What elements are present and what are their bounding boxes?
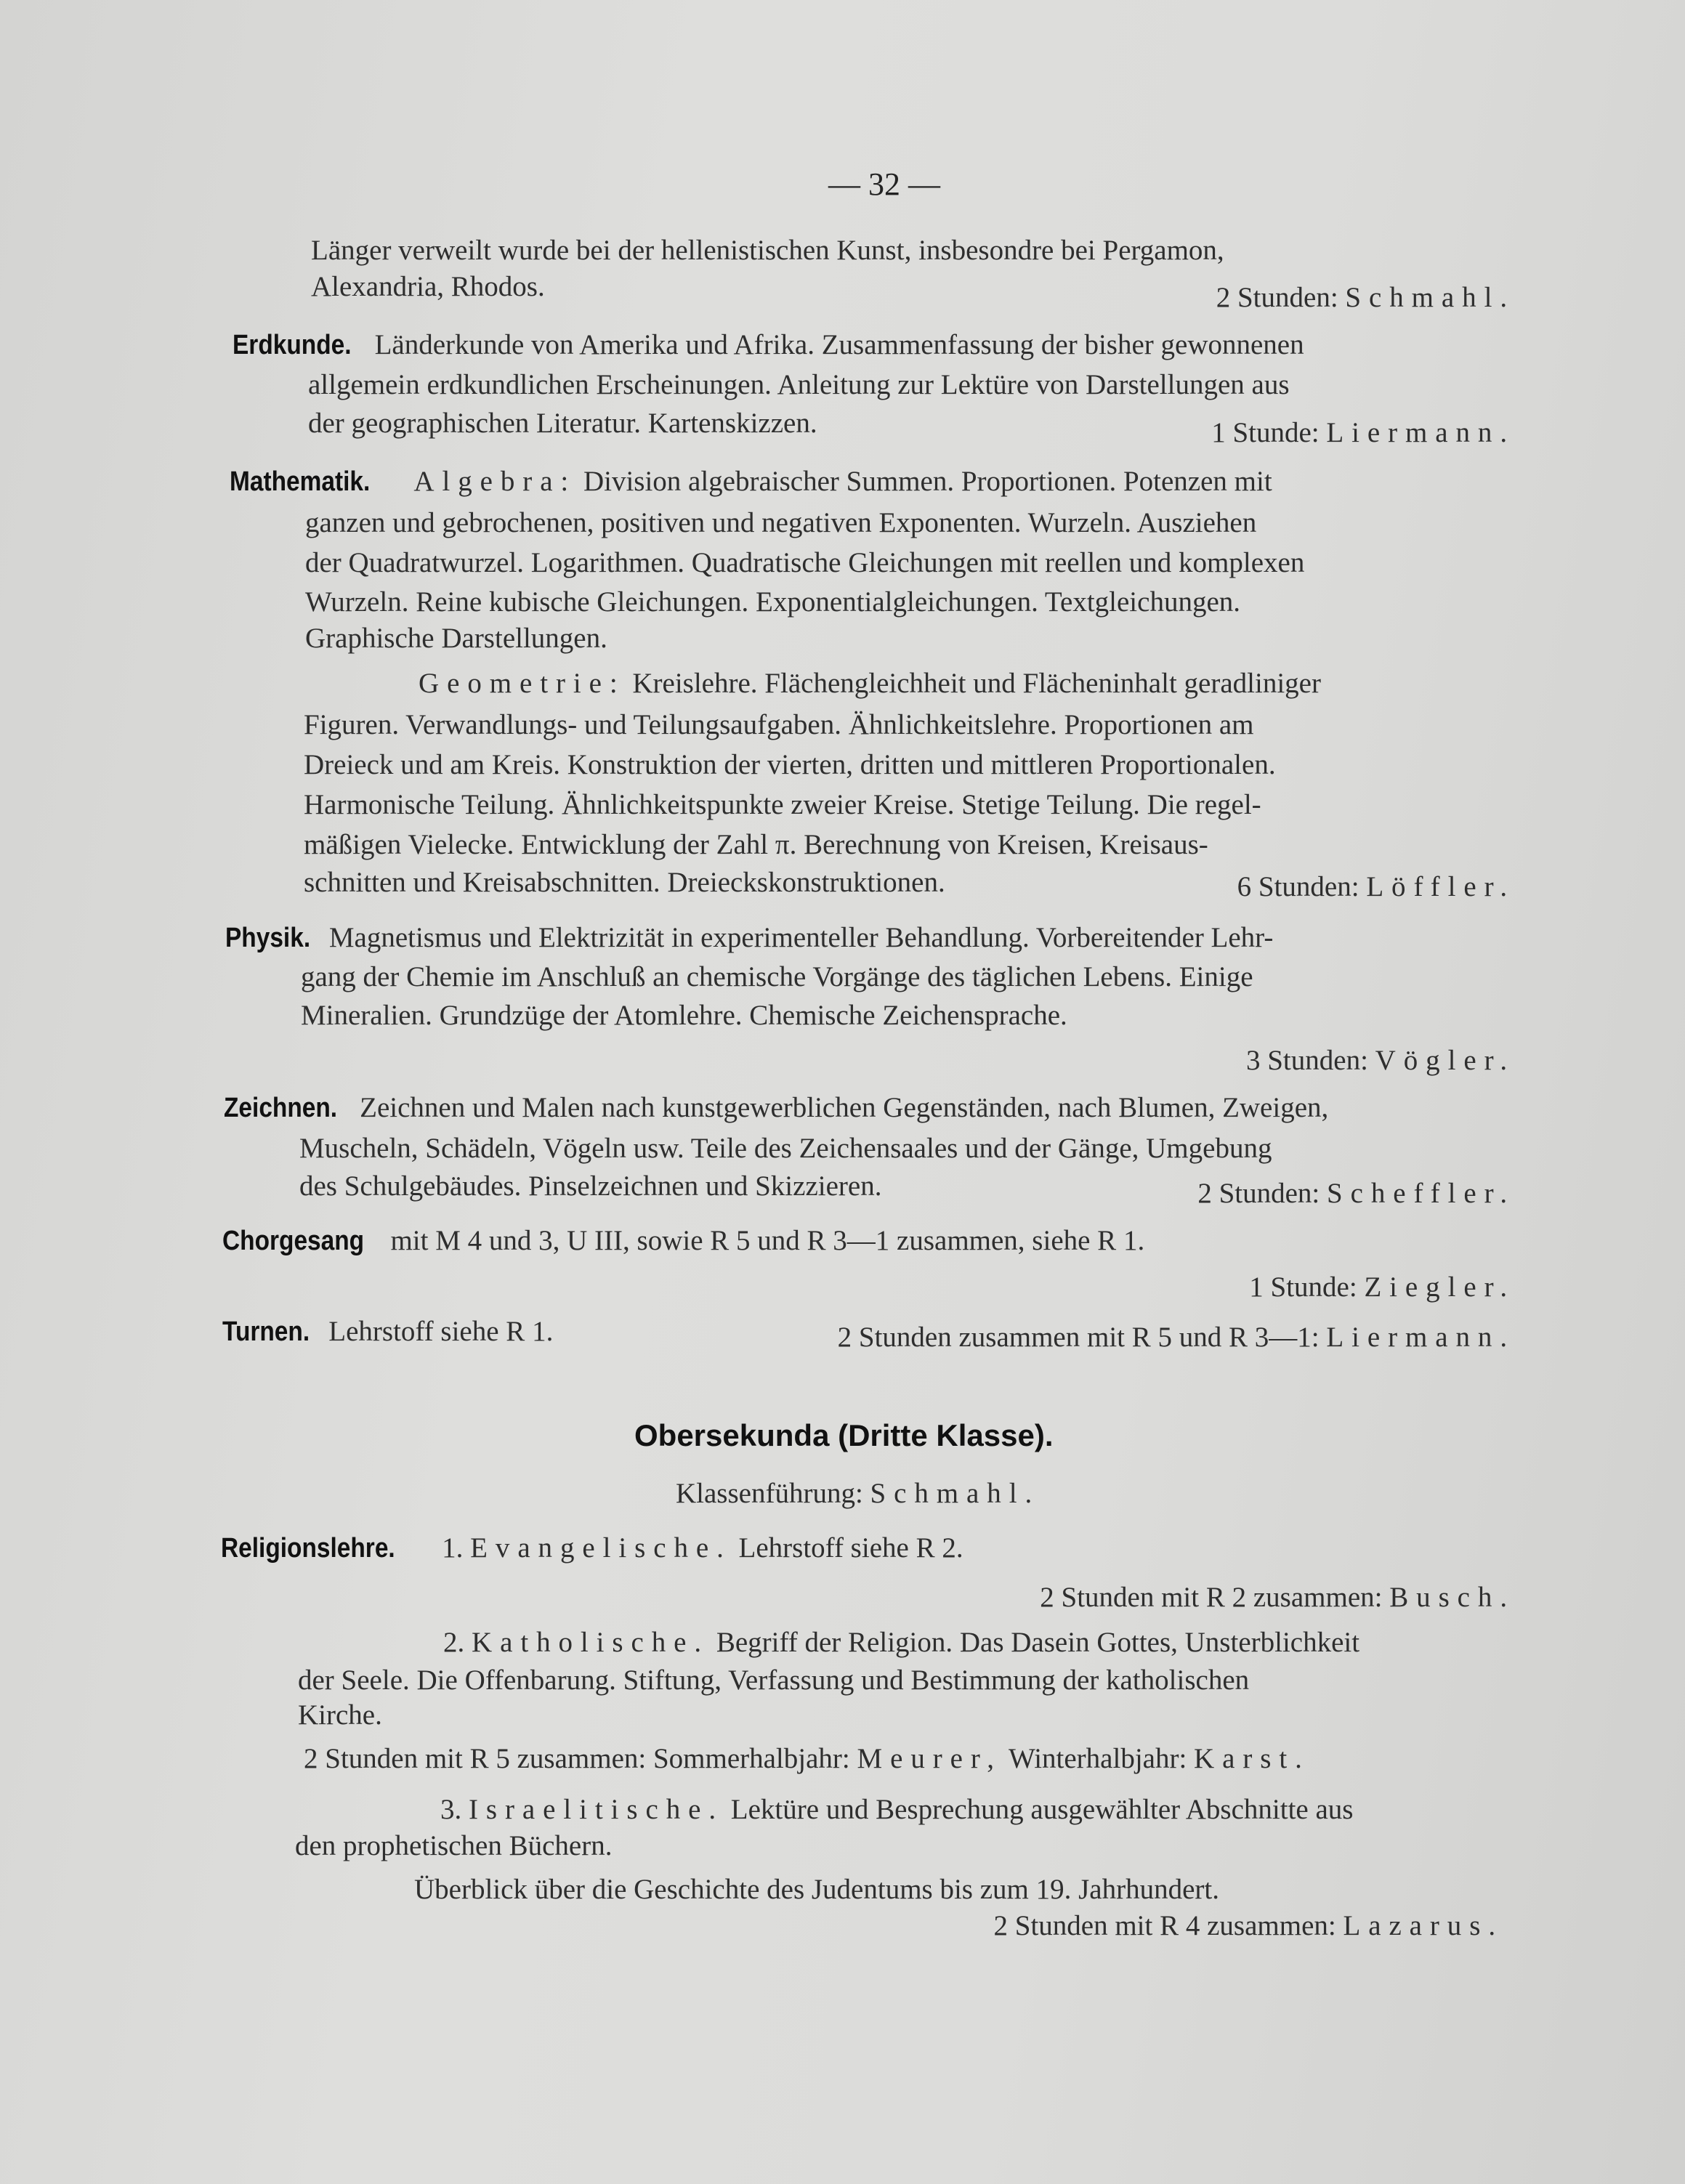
physik-hours: 3 Stunden: (1245, 1045, 1368, 1076)
religion-line-1 (221, 1532, 963, 1564)
math-teacher: Löffler. (1366, 871, 1515, 902)
physik-line-3: Mineralien. Grundzüge der Atomlehre. Chemische Zeichensprache. (301, 1000, 1067, 1031)
isr-teacher: Lazarus. (1343, 1910, 1503, 1941)
art-hours-line (1216, 281, 1515, 314)
chor-hours: 1 Stunde: (1249, 1271, 1357, 1303)
kath-hours-line (304, 1742, 1310, 1775)
erdkunde-hours: 1 Stunde: (1211, 417, 1320, 448)
math-text-1: Division algebraischer Summen. Proportionen. Potenzen mit (583, 466, 1272, 497)
turnen-teacher: Liermann. (1326, 1322, 1515, 1353)
ev-label: Evangelische. (470, 1532, 732, 1564)
zeichnen-line-1 (224, 1091, 1328, 1124)
isr-hours: 2 Stunden mit R 4 zusammen: (993, 1910, 1336, 1941)
art-teacher: Schmahl. (1345, 282, 1515, 313)
erdkunde-text-1: Länderkunde von Amerika und Afrika. Zusammenfassung der bisher gewonnenen (374, 329, 1304, 360)
chor-teacher: Ziegler. (1364, 1271, 1515, 1303)
chor-hours-line (1249, 1271, 1515, 1303)
kath-line-2: der Seele. Die Offenbarung. Stiftung, Verfassung und Bestimmung der katholischen (298, 1665, 1250, 1696)
isr-hours-line (994, 1909, 1504, 1942)
erdkunde-line-1 (233, 328, 1304, 361)
chor-heading: Chorgesang (222, 1226, 365, 1256)
kath-label: Katholische. (472, 1627, 710, 1658)
zeichnen-heading: Zeichnen. (224, 1093, 338, 1123)
ev-text: Lehrstoff siehe R 2. (738, 1532, 963, 1564)
kath-number: 2. (443, 1627, 465, 1658)
math-line-4: Wurzeln. Reine kubische Gleichungen. Exponentialgleichungen. Textgleichungen. (305, 586, 1240, 618)
erdkunde-line-3: der geographischen Literatur. Kartenskizzen. (308, 408, 817, 439)
art-line-2: Alexandria, Rhodos. (311, 271, 545, 302)
turnen-heading: Turnen. (222, 1317, 310, 1347)
erdkunde-hours-line (1211, 416, 1515, 449)
art-line-1: Länger verweilt wurde bei der hellenistischen Kunst, insbesondre bei Pergamon, (311, 235, 1224, 266)
math-line-1 (230, 465, 1272, 498)
kath-line-3: Kirche. (298, 1699, 382, 1731)
physik-heading: Physik. (225, 923, 311, 953)
geometrie-label: Geometrie: (419, 668, 626, 699)
math-hours-line (1237, 870, 1515, 903)
zeichnen-hours-line (1197, 1177, 1515, 1210)
turnen-hours-line (838, 1321, 1515, 1354)
class-lead-name: Schmahl. (870, 1478, 1041, 1509)
isr-label: Israelitische. (469, 1794, 724, 1825)
physik-line-2: gang der Chemie im Anschluß an chemische Vorgänge des täglichen Lebens. Einige (301, 961, 1253, 992)
erdkunde-heading: Erdkunde. (233, 330, 352, 360)
erdkunde-teacher: Liermann. (1326, 417, 1515, 448)
geom-line-5: mäßigen Vielecke. Entwicklung der Zahl π. Berechnung von Kreisen, Kreisaus- (304, 829, 1208, 860)
physik-hours-line (1246, 1044, 1515, 1077)
turnen-hours: 2 Stunden zusammen mit R 5 und R 3—1: (837, 1322, 1320, 1353)
isr-text-1: Lektüre und Besprechung ausgewählter Abschnitte aus (730, 1794, 1354, 1825)
geom-text-1: Kreislehre. Flächengleichheit und Flächeninhalt geradliniger (632, 668, 1321, 699)
ev-teacher: Busch. (1389, 1582, 1515, 1613)
art-hours: 2 Stunden: (1216, 282, 1338, 313)
religion-heading: Religionslehre. (221, 1533, 395, 1564)
zeichnen-hours: 2 Stunden: (1197, 1178, 1320, 1209)
kath-line-1 (443, 1626, 1359, 1659)
zeichnen-line-2: Muscheln, Schädeln, Vögeln usw. Teile des Zeichensaales und der Gänge, Umgebung (299, 1133, 1272, 1164)
isr-number: 3. (440, 1794, 462, 1825)
geom-line-6: schnitten und Kreisabschnitten. Dreieckskonstruktionen. (304, 867, 945, 898)
geom-line-2: Figuren. Verwandlungs- und Teilungsaufgaben. Ähnlichkeitslehre. Proportionen am (304, 709, 1254, 740)
zeichnen-teacher: Scheffler. (1326, 1178, 1515, 1209)
kath-hours: 2 Stunden mit R 5 zusammen: Sommerhalbjahr: (304, 1743, 850, 1774)
page-number: — 32 — (828, 166, 940, 202)
kath-winter: Winterhalbjahr: (1008, 1743, 1187, 1774)
class-lead-label: Klassenführung: (676, 1478, 863, 1509)
algebra-label: Algebra: (413, 466, 577, 497)
geom-line-3: Dreieck und am Kreis. Konstruktion der vierten, dritten und mittleren Proportionalen. (304, 749, 1276, 780)
zeichnen-line-3: des Schulgebäudes. Pinselzeichnen und Skizzieren. (299, 1170, 882, 1202)
physik-line-1 (225, 921, 1273, 954)
physik-text-1: Magnetismus und Elektrizität in experimenteller Behandlung. Vorbereitender Lehr- (328, 922, 1274, 953)
chor-line-1 (222, 1224, 1144, 1257)
kath-teacher-2: Karst. (1194, 1743, 1310, 1774)
isr-line-2: den prophetischen Büchern. (295, 1830, 613, 1861)
chor-text-1: mit M 4 und 3, U III, sowie R 5 und R 3—1 zusammen, siehe R 1. (390, 1225, 1145, 1256)
ev-hours: 2 Stunden mit R 2 zusammen: (1040, 1582, 1383, 1613)
math-line-2: ganzen und gebrochenen, positiven und negativen Exponenten. Wurzeln. Ausziehen (305, 507, 1257, 538)
geom-line-1 (419, 667, 1321, 700)
physik-teacher: Vögler. (1375, 1045, 1515, 1076)
turnen-line-1 (222, 1315, 553, 1348)
kath-text-1: Begriff der Religion. Das Dasein Gottes, Unsterblichkeit (716, 1627, 1360, 1658)
ev-number: 1. (442, 1532, 464, 1564)
section-title: Obersekunda (Dritte Klasse). (634, 1418, 1054, 1452)
math-line-5: Graphische Darstellungen. (305, 623, 607, 654)
math-heading: Mathematik. (230, 466, 371, 497)
isr-line-3: Überblick über die Geschichte des Judentums bis zum 19. Jahrhundert. (414, 1874, 1219, 1905)
math-hours: 6 Stunden: (1237, 871, 1359, 902)
math-line-3: der Quadratwurzel. Logarithmen. Quadratische Gleichungen mit reellen und komplexen (305, 547, 1305, 578)
zeichnen-text-1: Zeichnen und Malen nach kunstgewerblichen Gegenständen, nach Blumen, Zweigen, (360, 1092, 1329, 1123)
erdkunde-line-2: allgemein erdkundlichen Erscheinungen. Anleitung zur Lektüre von Darstellungen aus (308, 369, 1290, 400)
isr-line-1 (440, 1793, 1353, 1826)
class-lead-line (676, 1477, 1040, 1510)
ev-hours-line (1040, 1581, 1515, 1614)
turnen-text-1: Lehrstoff siehe R 1. (328, 1316, 554, 1347)
geom-line-4: Harmonische Teilung. Ähnlichkeitspunkte zweier Kreise. Stetige Teilung. Die regel- (304, 789, 1261, 820)
kath-teacher-1: Meurer, (857, 1743, 1002, 1774)
